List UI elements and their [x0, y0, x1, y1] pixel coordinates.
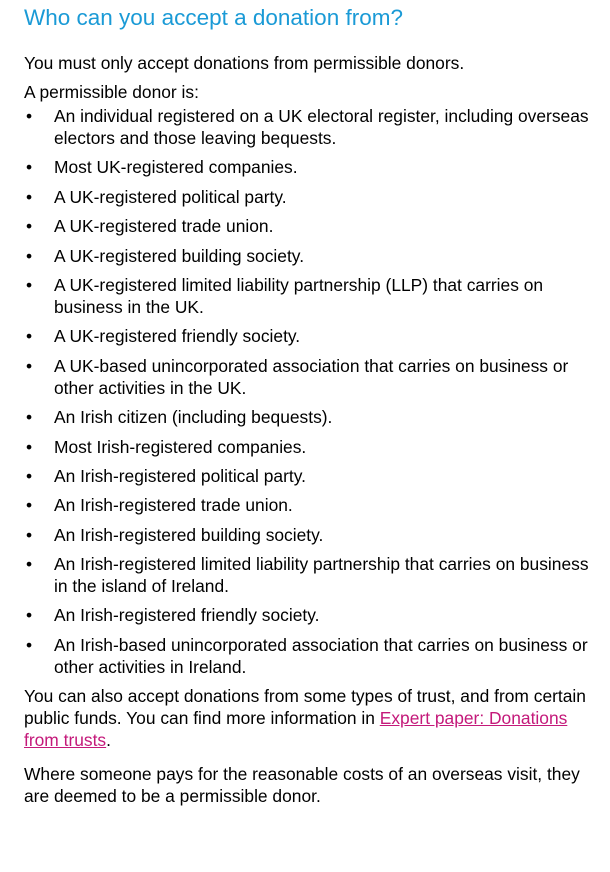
list-item	[24, 156, 599, 178]
list-item-text: A UK-registered limited liability partnership (LLP) that carries on business in the UK.	[54, 274, 544, 317]
list-item	[24, 406, 599, 428]
list-item	[24, 436, 599, 458]
bullet-icon: •	[26, 495, 33, 516]
list-item	[24, 274, 599, 318]
expert-paper-trusts-link[interactable]: Expert paper: Donations from trusts	[24, 708, 568, 751]
list-item	[24, 355, 599, 399]
list-item	[24, 465, 599, 487]
list-item-text: An Irish-registered friendly society.	[54, 605, 320, 626]
list-item-text: A UK-registered building society.	[54, 245, 305, 266]
intro-paragraph: You must only accept donations from permissible donors.	[24, 53, 465, 73]
bullet-icon: •	[26, 634, 33, 655]
bullet-icon: •	[26, 274, 33, 295]
trusts-text: You can also accept donations from some types of trust, and from certain public funds. You can find more information in	[24, 686, 586, 729]
bullet-icon: •	[26, 554, 33, 575]
overseas-visit-paragraph: Where someone pays for the reasonable costs of an overseas visit, they are deemed to be a permissible donor.	[24, 764, 580, 807]
bullet-icon: •	[26, 157, 33, 178]
list-item-text: An individual registered on a UK electoral register, including overseas electors and those leaving bequests.	[54, 106, 589, 148]
bullet-icon: •	[26, 465, 33, 486]
list-item	[24, 215, 599, 237]
bullet-icon: •	[26, 186, 33, 207]
list-item-text: An Irish-registered limited liability partnership that carries on business in the island of Ireland.	[54, 554, 589, 597]
bullet-icon: •	[26, 216, 33, 237]
list-item	[24, 494, 599, 516]
bullet-icon: •	[26, 106, 33, 126]
bullet-icon: •	[26, 436, 33, 457]
list-item-text: An Irish-registered trade union.	[54, 495, 293, 516]
list-item-text: An Irish-based unincorporated association that carries on business or other activities in Ireland.	[54, 634, 588, 677]
bullet-icon: •	[26, 326, 33, 347]
bullet-icon: •	[26, 245, 33, 266]
document-page	[24, 4, 599, 807]
list-item-text: Most Irish-registered companies.	[54, 436, 307, 457]
list-item-text: An Irish-registered political party.	[54, 465, 306, 486]
list-item	[24, 245, 599, 267]
list-item	[24, 604, 599, 626]
list-item-text: Most UK-registered companies.	[54, 157, 298, 178]
list-item	[24, 634, 599, 678]
list-item-text: An Irish-registered building society.	[54, 524, 324, 545]
list-item	[24, 524, 599, 546]
list-item	[24, 186, 599, 208]
bullet-icon: •	[26, 407, 33, 428]
bullet-icon: •	[26, 605, 33, 626]
list-item-text: A UK-registered friendly society.	[54, 326, 301, 347]
list-item	[24, 325, 599, 347]
list-item-text: A UK-based unincorporated association that carries on business or other activities in the UK.	[54, 355, 569, 398]
list-item	[24, 105, 599, 149]
list-item	[24, 553, 599, 597]
list-item-text: An Irish citizen (including bequests).	[54, 407, 333, 428]
trusts-text-end: .	[106, 730, 111, 751]
list-item-text: A UK-registered trade union.	[54, 216, 274, 237]
list-item-text: A UK-registered political party.	[54, 186, 287, 207]
bullet-icon: •	[26, 355, 33, 376]
page-title: Who can you accept a donation from?	[24, 5, 403, 30]
trusts-paragraph	[24, 685, 599, 751]
permissible-donor-list	[24, 105, 599, 678]
bullet-icon: •	[26, 524, 33, 545]
list-lead-in: A permissible donor is:	[24, 82, 199, 102]
